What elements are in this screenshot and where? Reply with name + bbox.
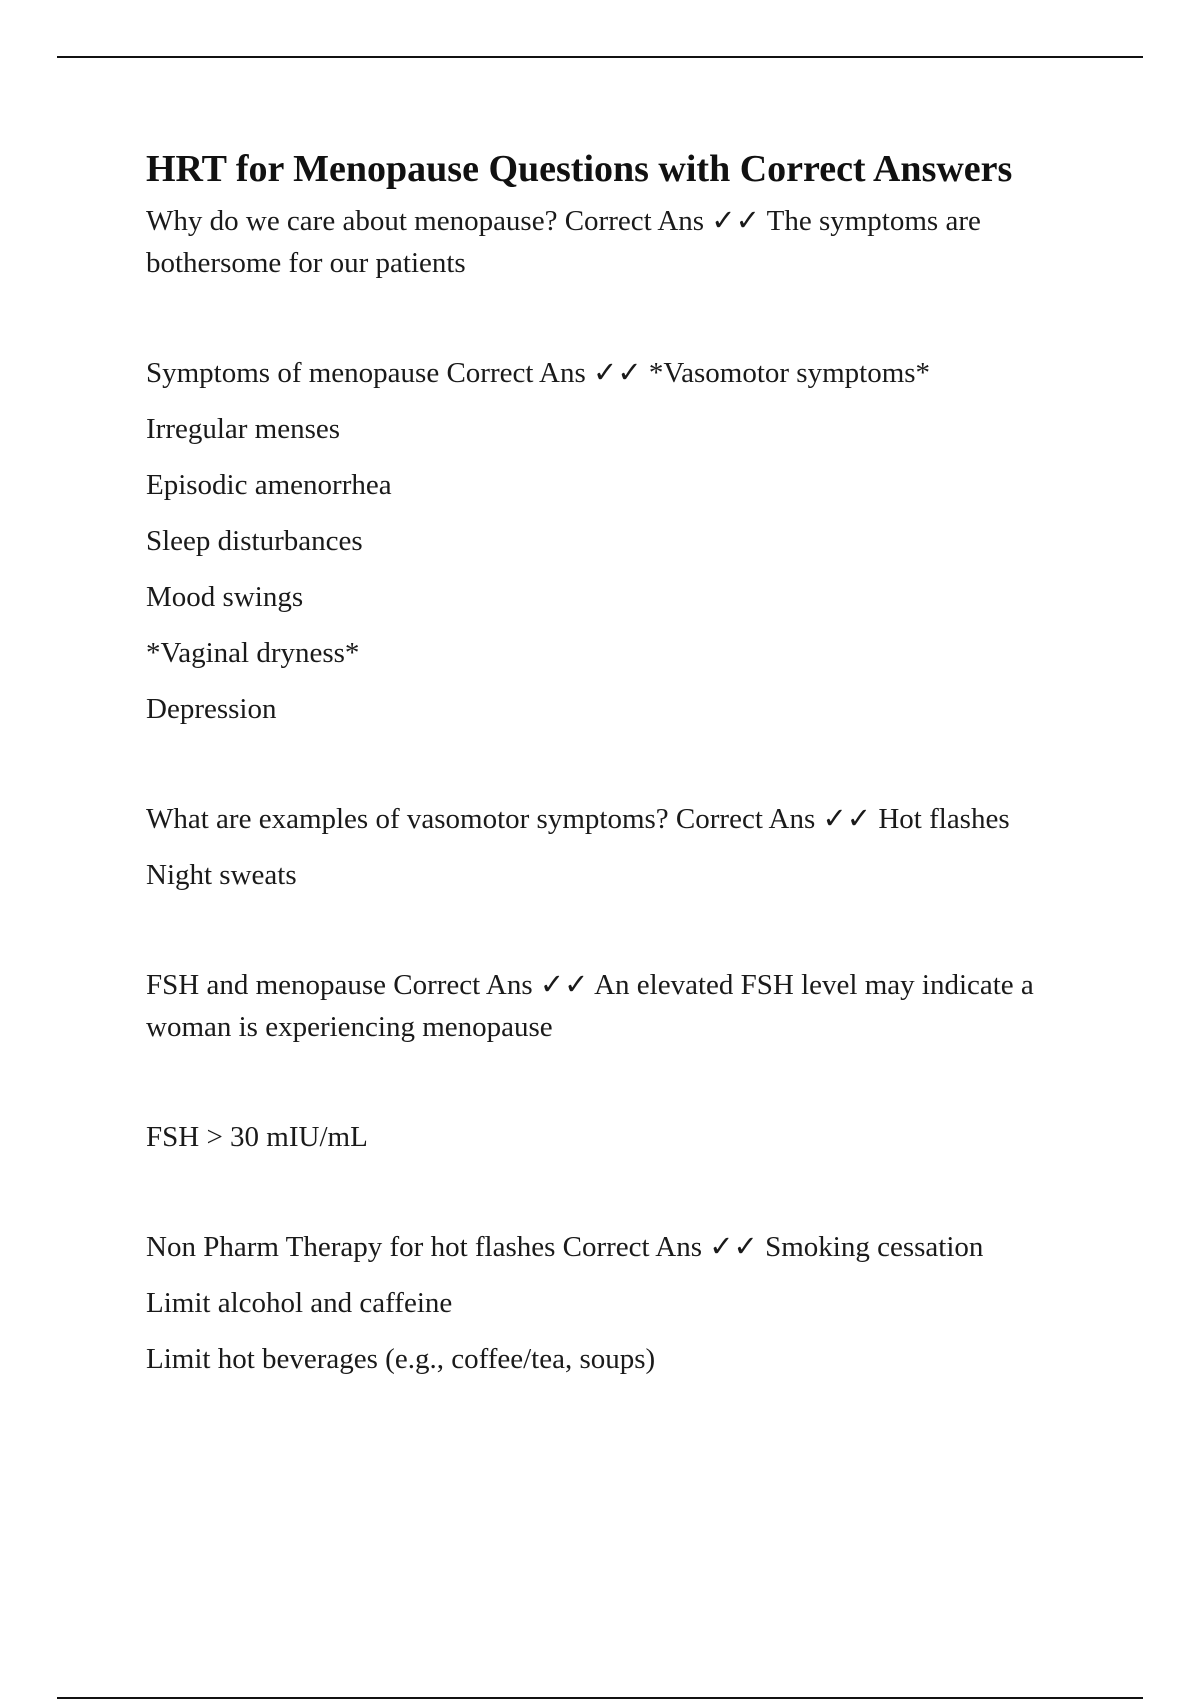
answer-line: Episodic amenorrhea: [146, 469, 392, 501]
qa-question-line: FSH > 30 mIU/mL: [146, 1121, 368, 1153]
qa-block: [146, 964, 1106, 1048]
qa-question-line: What are examples of vasomotor symptoms? Correct Ans ✓✓ Hot flashes: [146, 803, 1010, 835]
answer-line: Sleep disturbances: [146, 525, 363, 557]
footer-rule: [57, 1697, 1143, 1699]
answer-line: Limit alcohol and caffeine: [146, 1287, 453, 1319]
qa-block: [146, 200, 1106, 284]
answer-line: Mood swings: [146, 581, 304, 613]
header-rule: [57, 56, 1143, 58]
answer-line: Night sweats: [146, 859, 297, 891]
qa-block: [146, 352, 1106, 730]
answer-line: Depression: [146, 693, 277, 725]
qa-question-line: FSH and menopause Correct Ans ✓✓ An elevated FSH level may indicate a woman is experiencing menopause: [146, 969, 1034, 1043]
answer-line: *Vaginal dryness*: [146, 637, 360, 669]
answer-line: Limit hot beverages (e.g., coffee/tea, soups): [146, 1343, 656, 1375]
document-title: HRT for Menopause Questions with Correct Answers: [146, 148, 1013, 190]
qa-question-line: Non Pharm Therapy for hot flashes Correct Ans ✓✓ Smoking cessation: [146, 1231, 984, 1263]
qa-block: [146, 1226, 1106, 1380]
answer-line: Irregular menses: [146, 413, 341, 445]
document-body: [146, 140, 1106, 1380]
qa-block: [146, 798, 1106, 896]
qa-question-line: Why do we care about menopause? Correct Ans ✓✓ The symptoms are bothersome for our patients: [146, 205, 981, 279]
qa-question-line: Symptoms of menopause Correct Ans ✓✓ *Vasomotor symptoms*: [146, 357, 931, 389]
qa-block: [146, 1116, 1106, 1158]
